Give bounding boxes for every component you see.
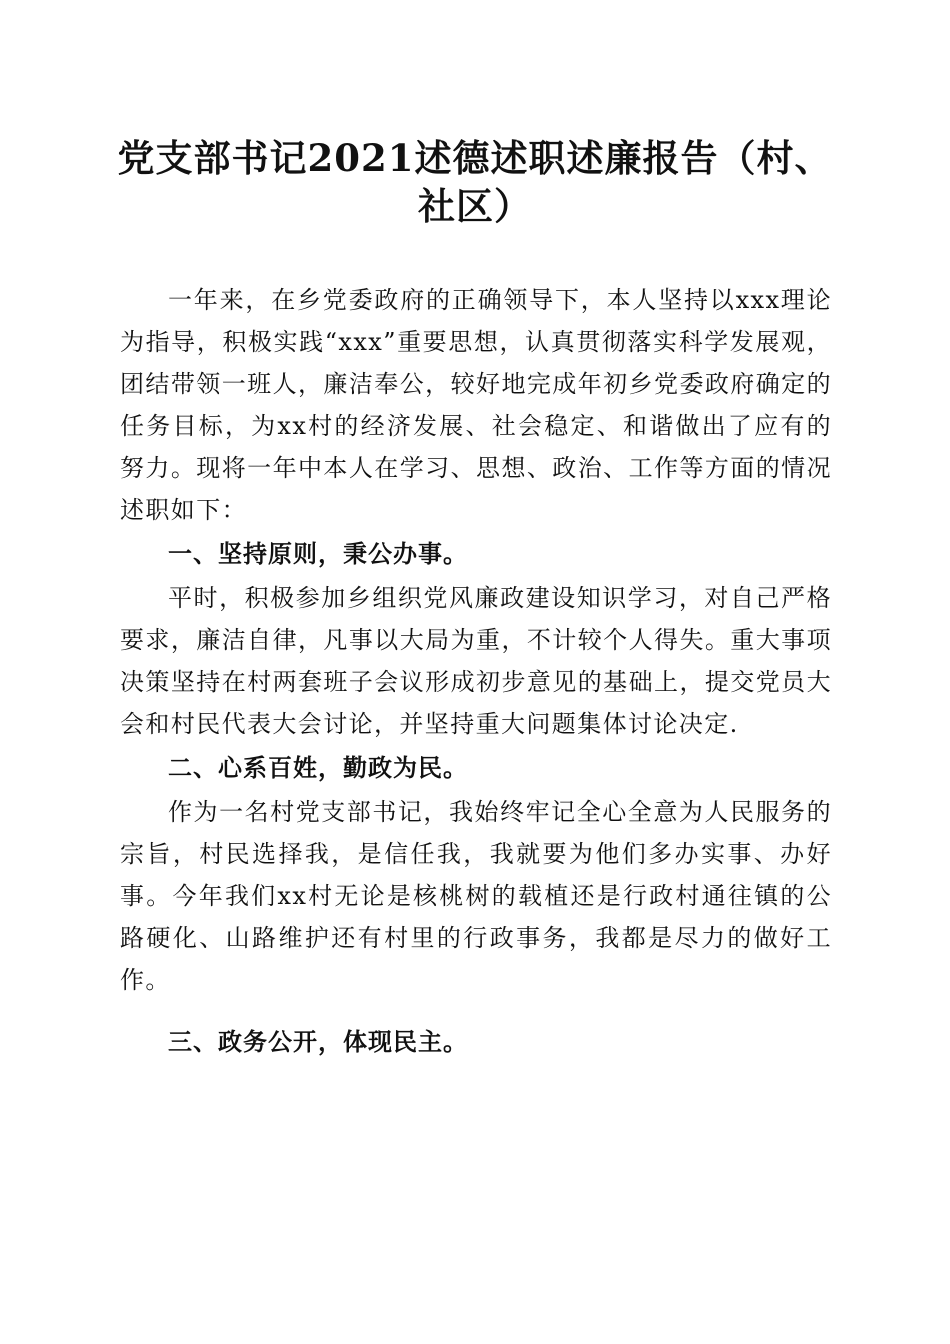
document-body (120, 279, 832, 1065)
paragraph-section-1: 平时，积极参加乡组织党风廉政建设知识学习，对自己严格要求，廉洁自律，凡事以大局为重，不计较个人得失。重大事项决策坚持在村两套班子会议形成初步意见的基础上，提交党员大会和村民代表大会讨论，并坚持重大问题集体讨论决定. (120, 584, 832, 738)
section-heading-3: 三、政务公开，体现民主。 (168, 1028, 468, 1056)
section-heading-2: 二、心系百姓，勤政为民。 (168, 754, 468, 782)
paragraph-section-2: 作为一名村党支部书记，我始终牢记全心全意为人民服务的宗旨，村民选择我，是信任我，我就要为他们多办实事、办好事。今年我们xx村无论是核桃树的载植还是行政村通往镇的公路硬化、山路维护还有村里的行政事务，我都是尽力的做好工作。 (120, 798, 832, 994)
section-heading-1: 一、坚持原则，秉公办事。 (168, 540, 468, 568)
document-title: 党支部书记2021述德述职述廉报告（村、社区） (117, 136, 833, 228)
paragraph-intro: 一年来，在乡党委政府的正确领导下，本人坚持以xxx理论为指导，积极实践“xxx”重要思想，认真贯彻落实科学发展观，团结带领一班人，廉洁奉公，较好地完成年初乡党委政府确定的任务目标，为xx村的经济发展、社会稳定、和谐做出了应有的努力。现将一年中本人在学习、思想、政治、工作等方面的情况述职如下： (120, 286, 832, 524)
